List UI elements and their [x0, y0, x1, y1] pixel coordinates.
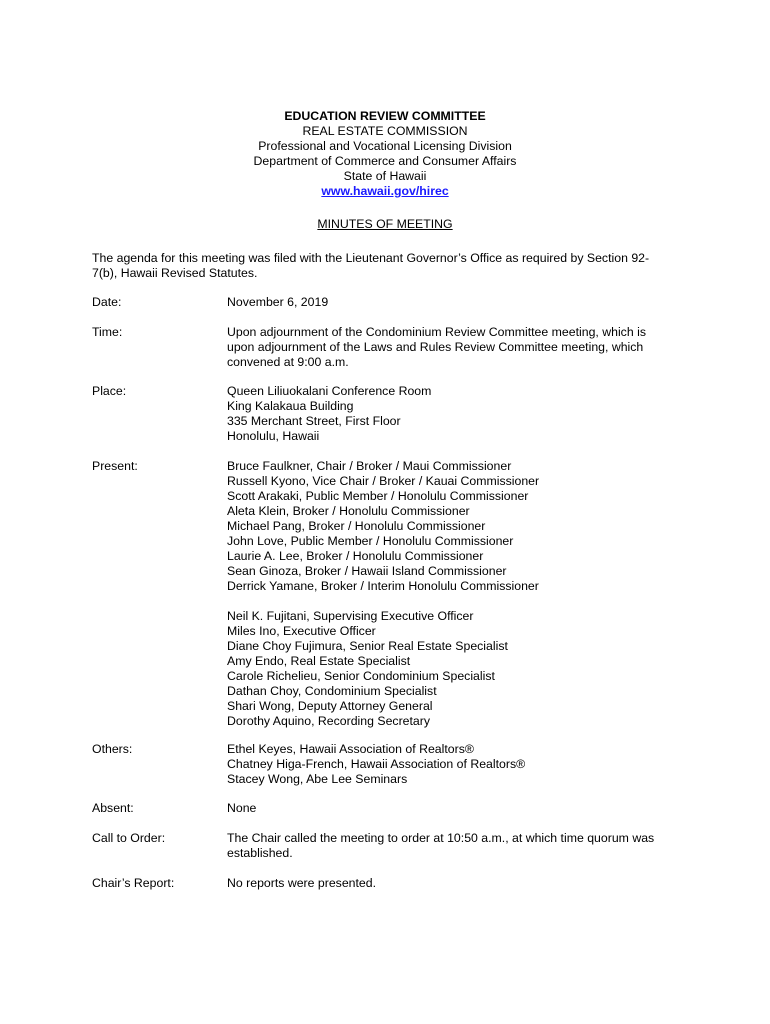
staff-entry: Amy Endo, Real Estate Specialist — [227, 654, 411, 668]
staff-entry: Neil K. Fujitani, Supervising Executive Officer — [227, 609, 474, 623]
others-label: Others: — [92, 742, 133, 756]
place-line: Honolulu, Hawaii — [227, 429, 320, 443]
commissioner-entry: Bruce Faulkner, Chair / Broker / Maui Commissioner — [227, 459, 512, 473]
date-value: November 6, 2019 — [227, 295, 329, 309]
website-link[interactable]: www.hawaii.gov/hirec — [321, 184, 449, 198]
time-line: upon adjournment of the Laws and Rules Review Committee meeting, which — [227, 340, 644, 354]
place-line: King Kalakaua Building — [227, 399, 354, 413]
call-to-order-line: established. — [227, 846, 293, 860]
place-label: Place: — [92, 384, 127, 398]
present-label: Present: — [92, 459, 138, 473]
intro-line-1: The agenda for this meeting was filed with the Lieutenant Governor’s Office as required by Section 92- — [92, 251, 650, 265]
date-label: Date: — [92, 295, 122, 309]
others-entry: Chatney Higa-French, Hawaii Association of Realtors® — [227, 757, 526, 771]
commissioner-entry: Aleta Klein, Broker / Honolulu Commissioner — [227, 504, 470, 518]
staff-entry: Miles Ino, Executive Officer — [227, 624, 376, 638]
staff-entry: Dathan Choy, Condominium Specialist — [227, 684, 437, 698]
department-name: Department of Commerce and Consumer Affairs — [253, 154, 517, 168]
intro-paragraph — [92, 251, 672, 281]
state-name: State of Hawaii — [343, 169, 427, 183]
staff-entry: Diane Choy Fujimura, Senior Real Estate Specialist — [227, 639, 508, 653]
absent-value: None — [227, 801, 257, 815]
staff-entry: Shari Wong, Deputy Attorney General — [227, 699, 433, 713]
others-entry: Stacey Wong, Abe Lee Seminars — [227, 772, 408, 786]
commissioner-entry: Sean Ginoza, Broker / Hawaii Island Commissioner — [227, 564, 507, 578]
chairs-report-value: No reports were presented. — [227, 876, 377, 890]
minutes-title: MINUTES OF MEETING — [317, 217, 453, 231]
time-line: Upon adjournment of the Condominium Review Committee meeting, which is — [227, 325, 646, 339]
commissioner-entry: Derrick Yamane, Broker / Interim Honolulu Commissioner — [227, 579, 539, 593]
committee-name: EDUCATION REVIEW COMMITTEE — [284, 109, 486, 123]
time-line: convened at 9:00 a.m. — [227, 355, 349, 369]
commissioner-entry: Laurie A. Lee, Broker / Honolulu Commissioner — [227, 549, 484, 563]
others-entry: Ethel Keyes, Hawaii Association of Realtors® — [227, 742, 474, 756]
intro-line-2: 7(b), Hawaii Revised Statutes. — [92, 266, 258, 280]
present-list — [227, 459, 692, 729]
chairs-report-label: Chair’s Report: — [92, 876, 175, 890]
division-name: Professional and Vocational Licensing Division — [258, 139, 512, 153]
commission-name: REAL ESTATE COMMISSION — [302, 124, 468, 138]
time-label: Time: — [92, 325, 123, 339]
commissioner-entry: Scott Arakaki, Public Member / Honolulu Commissioner — [227, 489, 529, 503]
commissioner-entry: John Love, Public Member / Honolulu Commissioner — [227, 534, 514, 548]
document-header — [0, 109, 770, 199]
place-line: Queen Liliuokalani Conference Room — [227, 384, 432, 398]
staff-entry: Carole Richelieu, Senior Condominium Specialist — [227, 669, 495, 683]
place-line: 335 Merchant Street, First Floor — [227, 414, 401, 428]
commissioner-entry: Michael Pang, Broker / Honolulu Commissioner — [227, 519, 486, 533]
staff-entry: Dorothy Aquino, Recording Secretary — [227, 714, 431, 728]
commissioner-entry: Russell Kyono, Vice Chair / Broker / Kauai Commissioner — [227, 474, 540, 488]
call-to-order-label: Call to Order: — [92, 831, 166, 845]
absent-label: Absent: — [92, 801, 134, 815]
call-to-order-line: The Chair called the meeting to order at 10:50 a.m., at which time quorum was — [227, 831, 655, 845]
